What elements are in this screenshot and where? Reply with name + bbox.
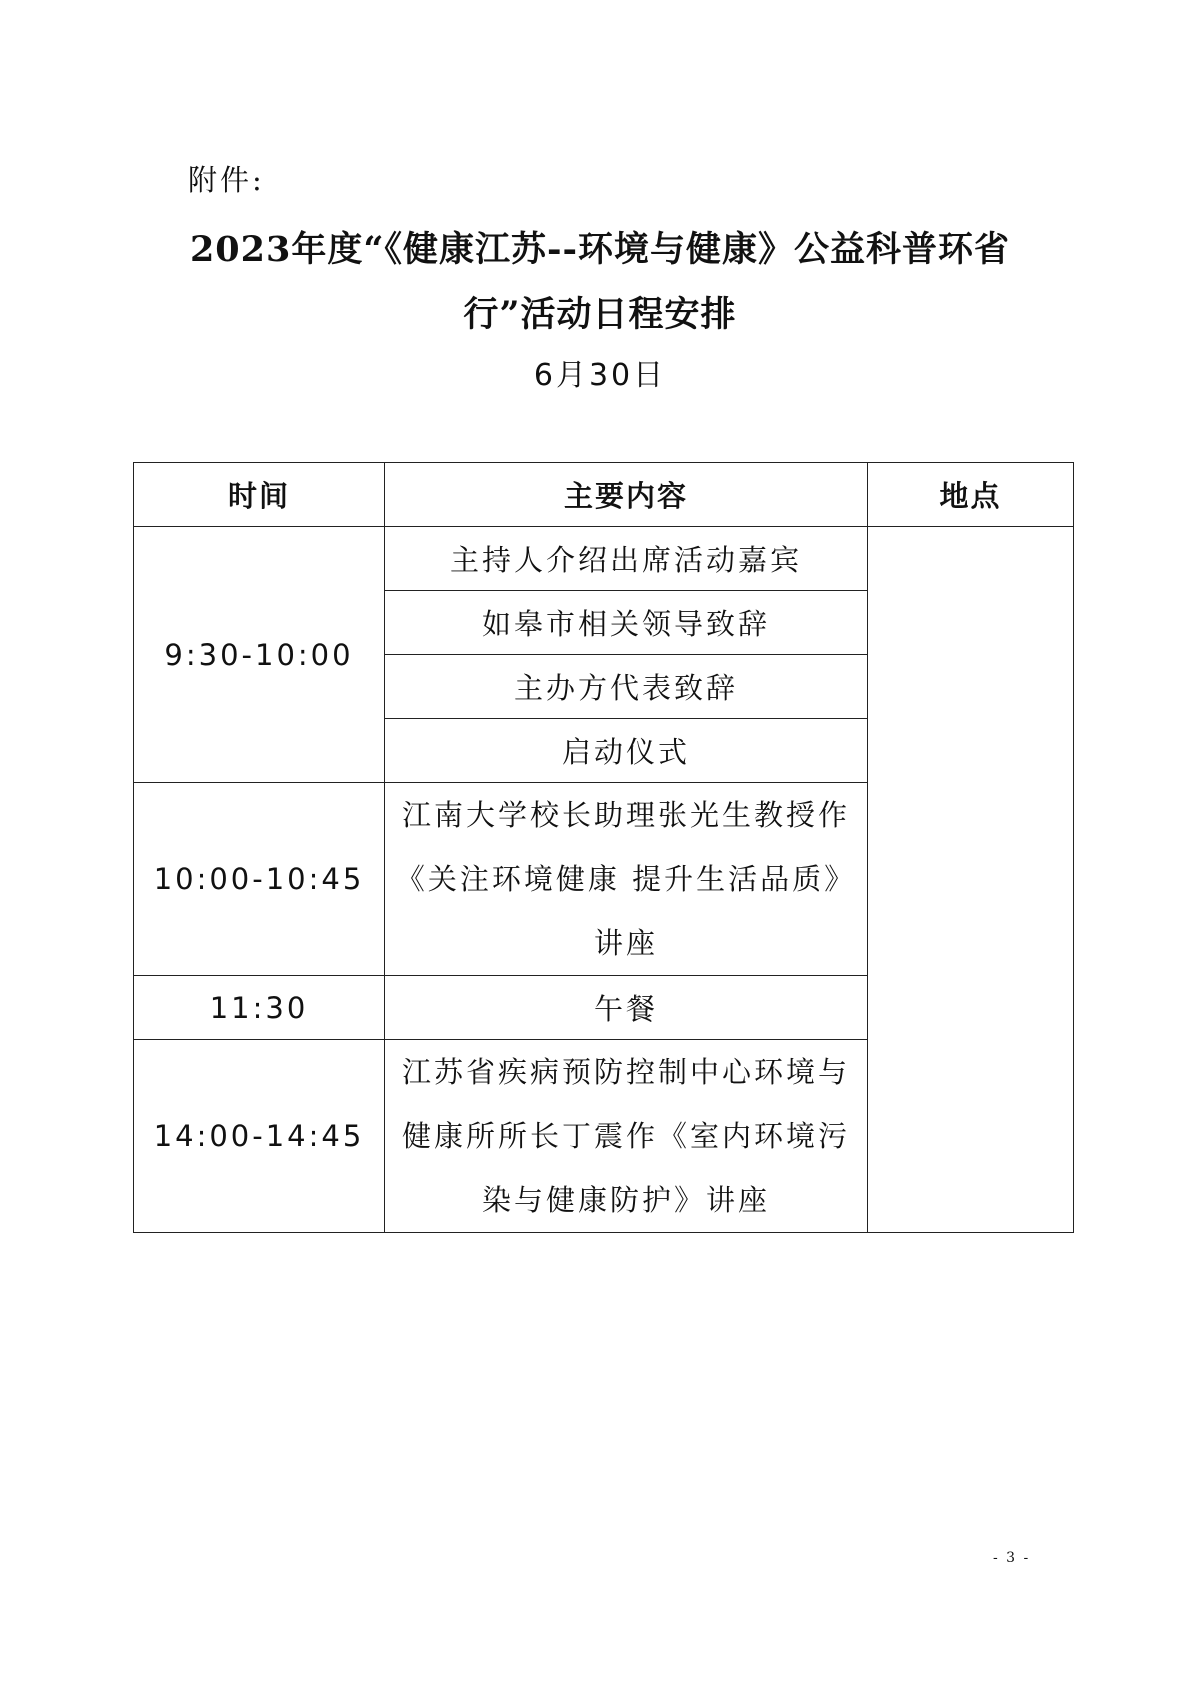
content-cell: 如皋市相关领导致辞 — [385, 591, 868, 655]
table-row — [134, 527, 1074, 591]
content-line: 讲座 — [593, 926, 658, 960]
content-line: 健康所所长丁震作《室内环境污 — [401, 1119, 850, 1153]
attachment-label: 附件: — [188, 163, 265, 197]
content-cell: 主持人介绍出席活动嘉宾 — [385, 527, 868, 591]
content-cell: 午餐 — [385, 976, 868, 1040]
content-cell: 主办方代表致辞 — [385, 655, 868, 719]
content-cell — [385, 783, 868, 976]
content-line: 染与健康防护》讲座 — [481, 1183, 770, 1217]
content-cell — [385, 1040, 868, 1233]
header-location: 地点 — [868, 463, 1074, 527]
document-title-line-1: 2023年度“《健康江苏--环境与健康》公益科普环省 — [189, 229, 1011, 270]
content-line: 《关注环境健康 提升生活品质》 — [395, 862, 857, 896]
content-line: 江苏省疾病预防控制中心环境与 — [401, 1055, 850, 1089]
time-cell: 10:00-10:45 — [134, 783, 385, 976]
location-cell — [868, 527, 1074, 1233]
header-time: 时间 — [134, 463, 385, 527]
content-line: 江南大学校长助理张光生教授作 — [401, 798, 850, 832]
time-cell: 11:30 — [134, 976, 385, 1040]
time-cell: 9:30-10:00 — [134, 527, 385, 783]
table-header-row — [134, 463, 1074, 527]
time-cell: 14:00-14:45 — [134, 1040, 385, 1233]
header-content: 主要内容 — [385, 463, 868, 527]
document-title-line-2: 行”活动日程安排 — [463, 294, 737, 335]
content-cell: 启动仪式 — [385, 719, 868, 783]
event-date: 6月30日 — [533, 358, 667, 393]
schedule-table — [133, 462, 1074, 1233]
page-number: - 3 - — [993, 1550, 1031, 1566]
